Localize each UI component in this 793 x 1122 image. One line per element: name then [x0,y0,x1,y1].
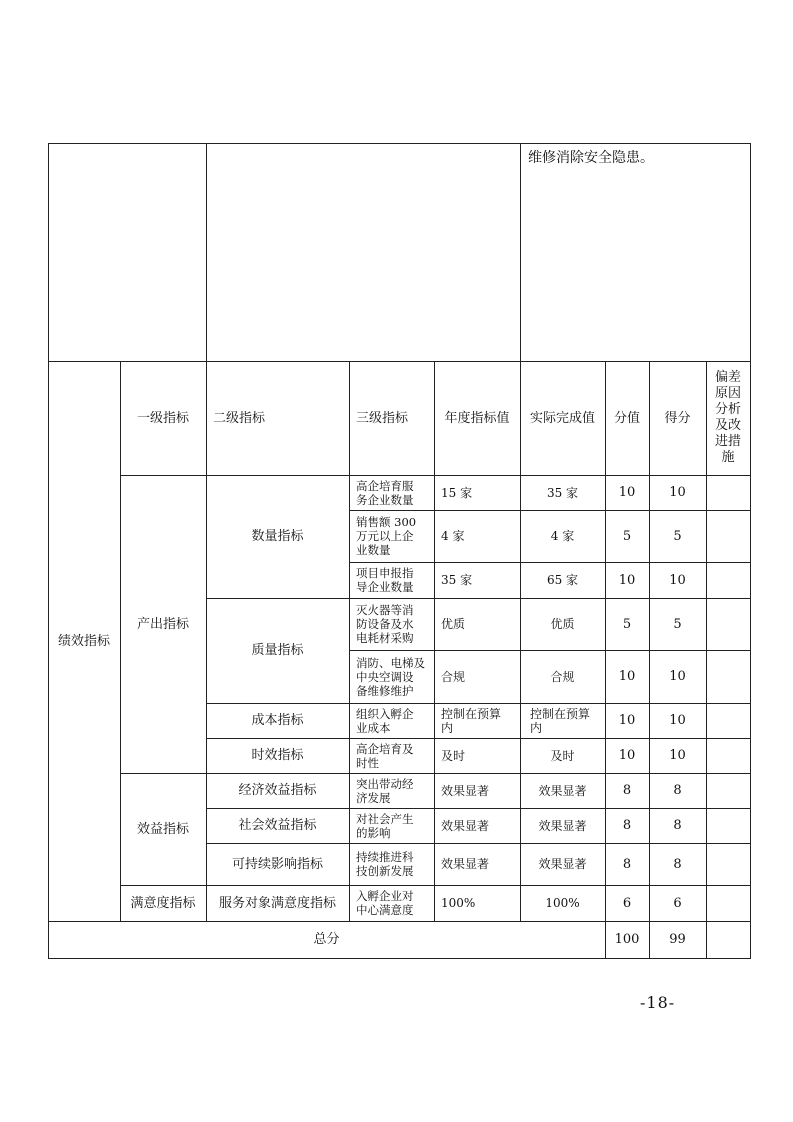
total-weight: 100 [614,932,640,947]
subgroup-quality: 质量指标 [251,643,304,658]
header-annual-target: 年度指标值 [444,410,510,426]
group-benefit: 效益指标 [136,821,189,837]
header-actual: 实际完成值 [529,410,595,426]
header-level1: 一级指标 [136,410,189,426]
actual-cell: 效果显著 [538,818,587,833]
weight-cell: 8 [622,783,632,798]
indicator-cell: 高企培育及 时性 [356,741,414,770]
subgroup-social: 社会效益指标 [238,818,317,833]
target-cell: 效果显著 [441,818,490,833]
score-cell: 10 [669,713,686,728]
actual-cell: 4 家 [550,529,575,543]
score-cell: 10 [669,485,686,500]
score-cell: 8 [673,783,682,798]
score-cell: 8 [673,818,682,833]
group-output: 产出指标 [136,616,189,632]
page-number: -18- [640,993,676,1012]
actual-cell: 效果显著 [538,857,587,871]
target-cell: 优质 [441,617,466,631]
weight-cell: 5 [622,528,632,544]
actual-cell: 效果显著 [538,783,587,798]
total-score: 99 [669,932,686,947]
actual-cell: 控制在预算 内 [530,706,591,735]
weight-cell: 6 [622,895,632,911]
indicator-cell: 入孵企业对 中心满意度 [356,889,414,917]
target-cell: 合规 [441,669,466,684]
score-cell: 10 [669,748,686,763]
subgroup-sustainable: 可持续影响指标 [231,856,323,872]
indicator-cell: 灭火器等消 防设备及水 电耗材采购 [356,603,414,645]
target-cell: 4 家 [441,529,465,543]
indicator-cell: 组织入孵企 业成本 [356,706,414,735]
score-cell: 10 [669,572,686,588]
score-cell: 10 [669,669,686,684]
target-cell: 效果显著 [441,783,490,798]
actual-cell: 及时 [550,748,575,763]
score-cell: 5 [673,528,682,544]
target-cell: 及时 [441,748,466,763]
subgroup-service-satisfaction: 服务对象满意度指标 [218,895,336,911]
score-cell: 6 [673,895,682,911]
header-level2: 二级指标 [213,410,266,426]
subgroup-quantity: 数量指标 [251,529,304,544]
subgroup-economic: 经济效益指标 [238,783,317,798]
weight-cell: 10 [618,572,636,588]
target-cell: 100% [441,896,476,910]
header-level3: 三级指标 [356,410,409,426]
section-label: 绩效指标 [57,633,110,649]
indicator-cell: 持续推进科 技创新发展 [356,850,414,878]
actual-cell: 合规 [550,669,575,684]
total-label: 总分 [313,932,340,947]
subgroup-cost: 成本指标 [251,713,304,728]
actual-cell: 65 家 [546,573,579,587]
target-cell: 效果显著 [441,857,490,871]
weight-cell: 8 [622,856,632,872]
weight-cell: 10 [618,748,636,763]
weight-cell: 5 [622,616,632,632]
weight-cell: 10 [618,669,636,684]
score-cell: 5 [673,616,682,632]
indicator-cell: 消防、电梯及 中央空调设 备维修维护 [356,655,425,698]
weight-cell: 8 [622,818,632,833]
target-cell: 35 家 [441,573,473,587]
indicator-cell: 高企培育服 务企业数量 [356,478,414,507]
indicator-cell: 对社会产生 的影响 [356,811,414,840]
indicator-cell: 项目申报指 导企业数量 [356,566,414,594]
top-cell-text: 维修消除安全隐患。 [528,150,654,166]
target-cell: 15 家 [441,485,473,500]
header-deviation: 偏差 原因 分析 及改 进措 施 [714,370,741,465]
group-satisfaction: 满意度指标 [130,895,196,911]
weight-cell: 10 [618,485,636,500]
header-weight: 分值 [613,410,640,426]
indicator-cell: 销售额 300 万元以上企 业数量 [356,515,417,557]
target-cell: 控制在预算 内 [441,706,502,735]
subgroup-timeliness: 时效指标 [251,748,304,763]
actual-cell: 优质 [550,617,575,631]
actual-cell: 100% [545,896,580,910]
score-cell: 8 [673,856,682,872]
actual-cell: 35 家 [546,485,579,500]
header-score: 得分 [664,410,691,426]
weight-cell: 10 [618,713,636,728]
indicator-cell: 突出带动经 济发展 [356,776,414,805]
